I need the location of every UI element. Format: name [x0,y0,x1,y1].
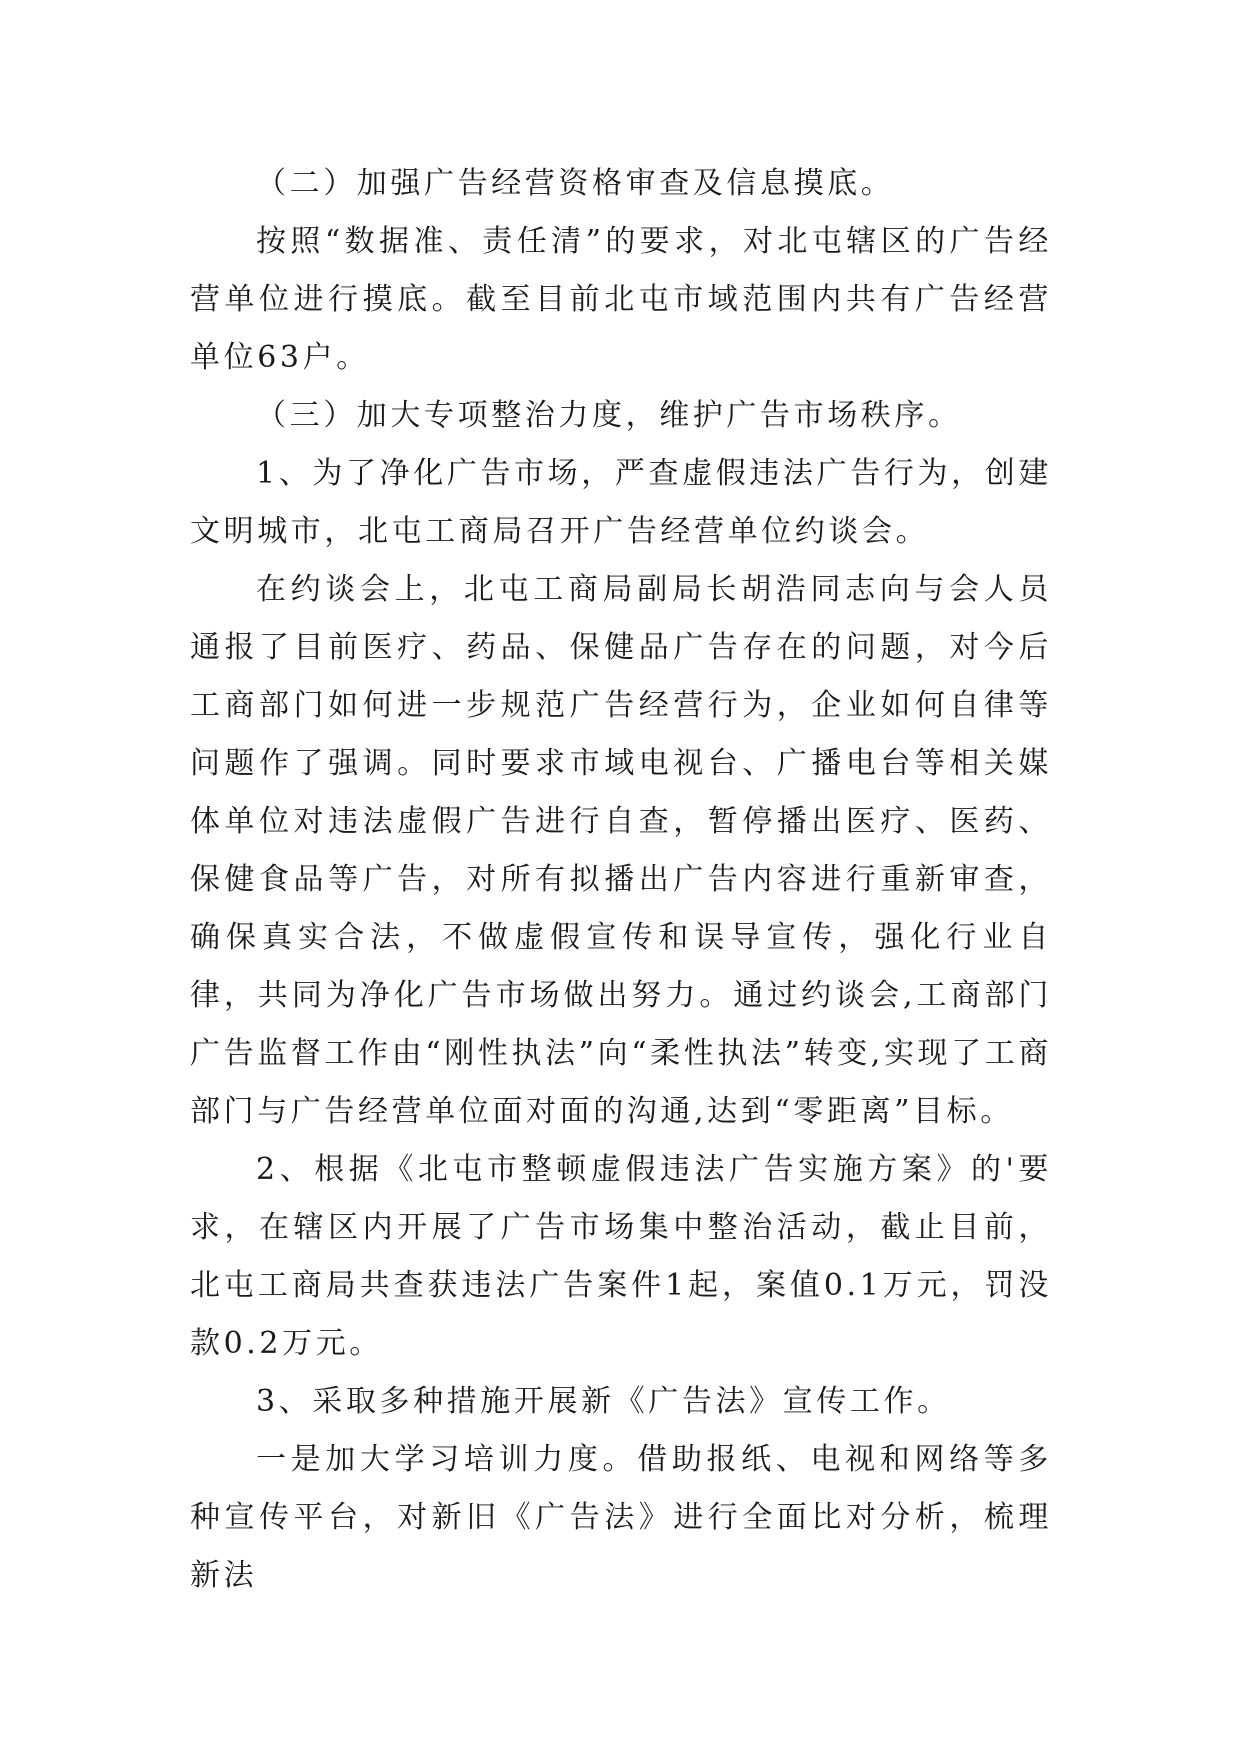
list-item-3: 3、采取多种措施开展新《广告法》宣传工作。 [256,1384,951,1419]
section-heading-2: （二）加强广告经营资格审查及信息摸底。 [256,166,895,201]
list-item-1: 1、为了净化广告市场，严查虚假违法广告行为，创建文明城市，北屯工商局召开广告经营单位约谈会。 [190,456,1052,549]
document-page [190,155,1052,1605]
body-paragraph: 按照“数据准、责任清”的要求，对北屯辖区的广告经营单位进行摸底。截至目前北屯市域范围内共有广告经营单位63户。 [190,224,1052,375]
body-paragraph: 一是加大学习培训力度。借助报纸、电视和网络等多种宣传平台，对新旧《广告法》进行全面比对分析，梳理新法 [190,1442,1052,1593]
body-paragraph: 在约谈会上，北屯工商局副局长胡浩同志向与会人员通报了目前医疗、药品、保健品广告存在的问题，对今后工商部门如何进一步规范广告经营行为，企业如何自律等问题作了强调。同时要求市域电视台、广播电台等相关媒体单位对违法虚假广告进行自查，暂停播出医疗、医药、保健食品等广告，对所有拟播出广告内容进行重新审查，确保真实合法，不做虚假宣传和误导宣传，强化行业自律，共同为净化广告市场做出努力。通过约谈会,工商部门广告监督工作由“刚性执法”向“柔性执法”转变,实现了工商部门与广告经营单位面对面的沟通,达到“零距离”目标。 [190,572,1052,1129]
list-item-2: 2、根据《北屯市整顿虚假违法广告实施方案》的'要求，在辖区内开展了广告市场集中整治活动，截止目前，北屯工商局共查获违法广告案件1起，案值0.1万元，罚没款0.2万元。 [190,1152,1052,1361]
section-heading-3: （三）加大专项整治力度，维护广告市场秩序。 [256,398,962,433]
